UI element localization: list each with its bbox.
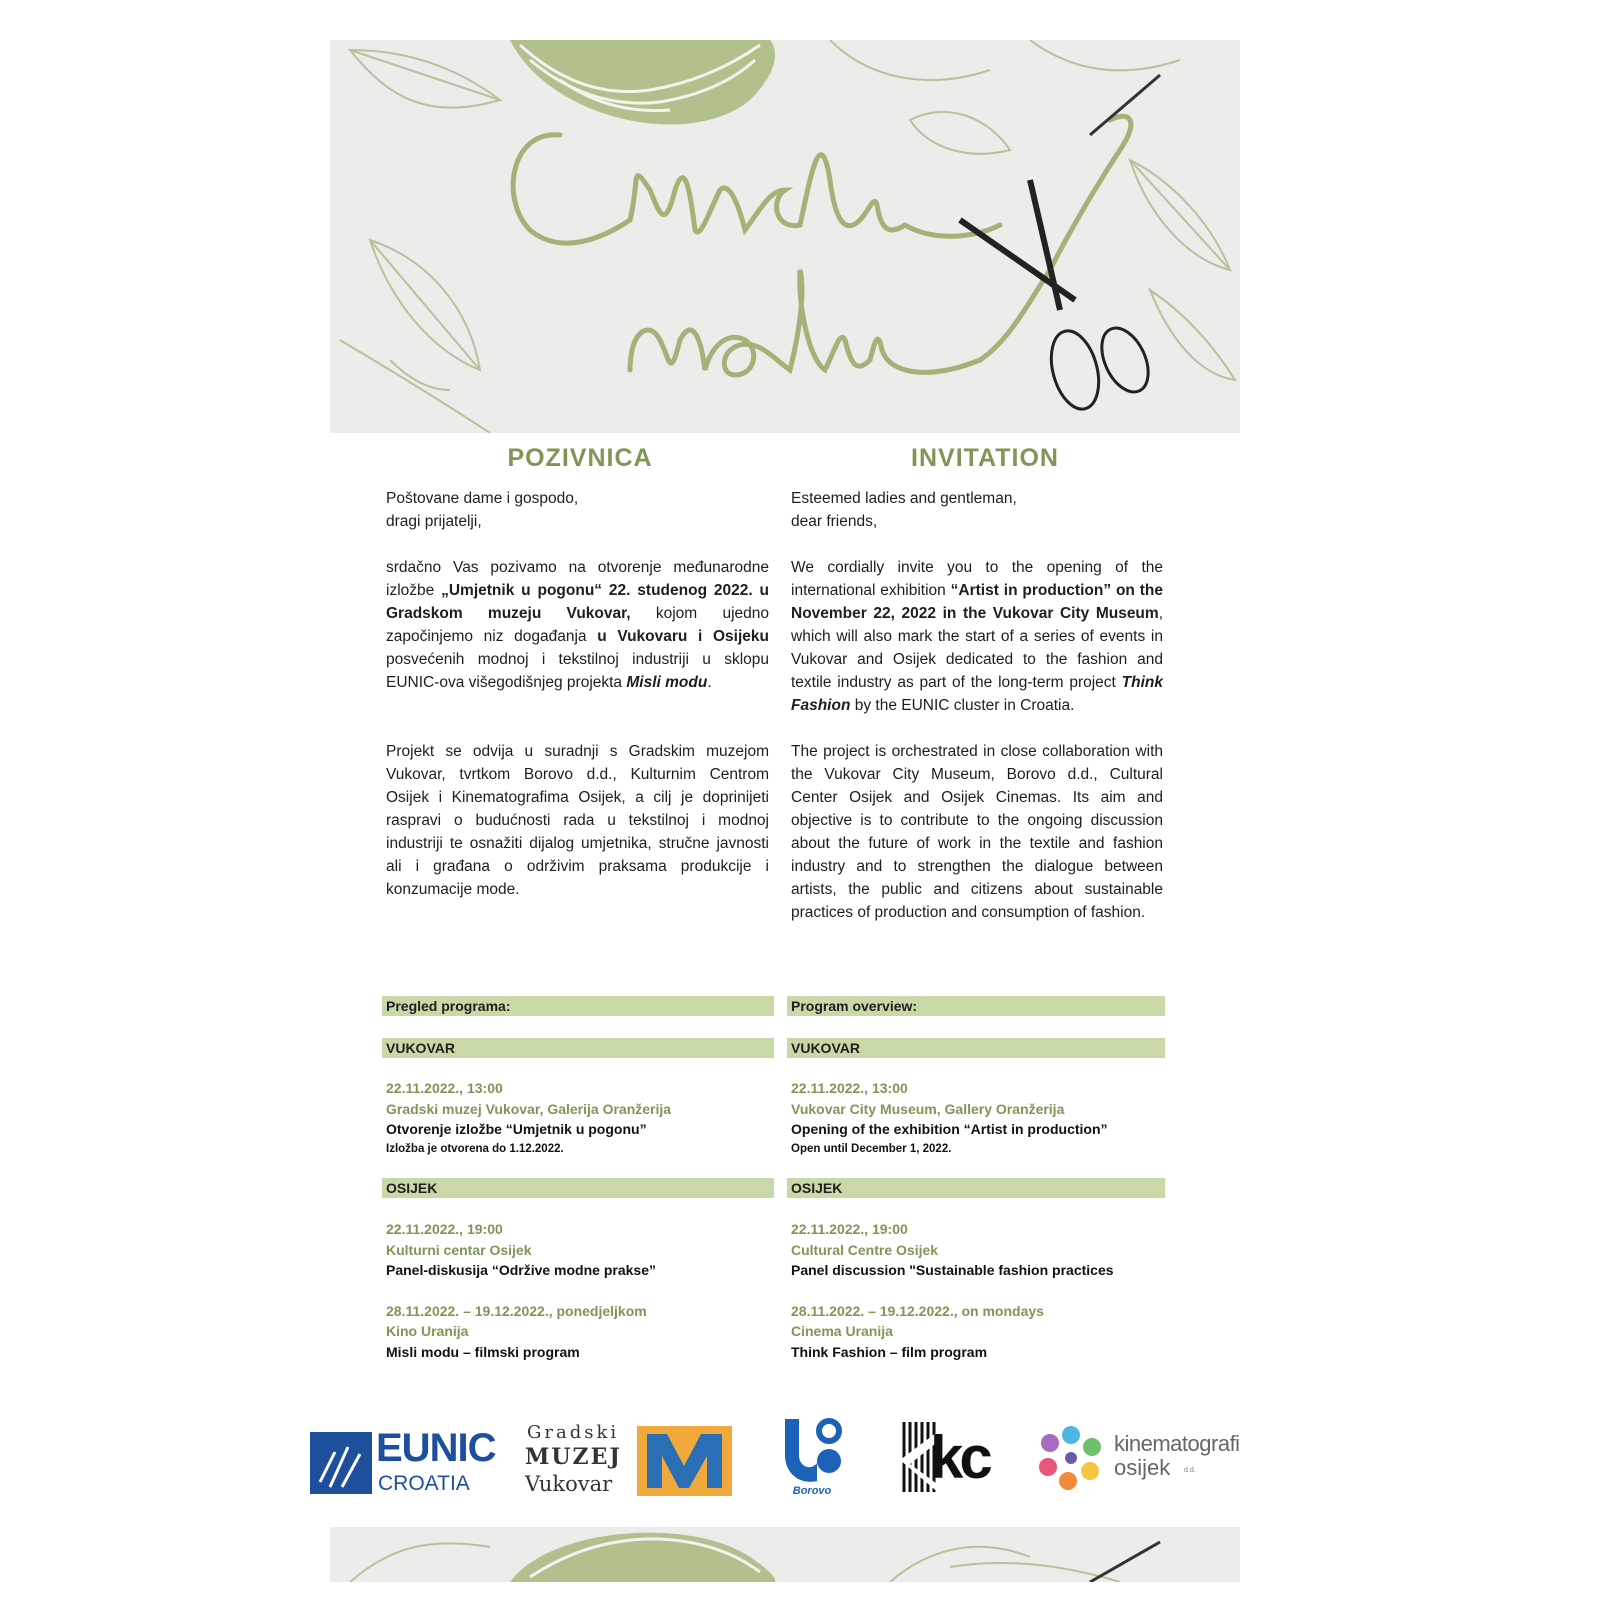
eunic-emblem-icon bbox=[310, 1432, 372, 1494]
event-title: Misli modu – filmski program bbox=[386, 1343, 580, 1360]
program-osijek-en bbox=[791, 1219, 1171, 1362]
event-date: 22.11.2022., 19:00 bbox=[791, 1221, 908, 1237]
event-place: Cinema Uranija bbox=[791, 1323, 893, 1339]
event-title: Panel-diskusija “Održive modne prakse” bbox=[386, 1262, 656, 1278]
city-bar-vukovar: VUKOVAR bbox=[787, 1038, 1165, 1058]
eunic-subtitle: CROATIA bbox=[378, 1472, 470, 1495]
english-column bbox=[791, 487, 1163, 924]
gradski-muzej-logo bbox=[525, 1422, 735, 1498]
kinematografi-osijek-logo bbox=[1038, 1425, 1258, 1495]
greeting-line: Esteemed ladies and gentleman, bbox=[791, 490, 1017, 507]
muzej-m-icon bbox=[637, 1426, 732, 1496]
event-note: Izložba je otvorena do 1.12.2022. bbox=[386, 1142, 564, 1155]
city-bar-osijek: OSIJEK bbox=[787, 1178, 1165, 1198]
eunic-wordmark: EUNIC bbox=[376, 1426, 496, 1470]
kino-wordmark-line-2: osijek bbox=[1114, 1455, 1171, 1480]
event-place: Cultural Centre Osijek bbox=[791, 1241, 939, 1258]
kino-wordmark-line-1: kinematografi bbox=[1114, 1431, 1240, 1456]
banner-illustration bbox=[330, 40, 1240, 433]
greeting-line: dear friends, bbox=[791, 513, 878, 530]
heading-croatian: POZIVNICA bbox=[507, 444, 653, 472]
event-date: 28.11.2022. – 19.12.2022., on mondays bbox=[791, 1302, 1044, 1319]
greeting-line: dragi prijatelji, bbox=[386, 513, 482, 530]
eunic-logo bbox=[310, 1426, 505, 1496]
program-vukovar-hr bbox=[386, 1078, 776, 1158]
event-place: Kino Uranija bbox=[386, 1323, 469, 1339]
event-date: 28.11.2022. – 19.12.2022., ponedjeljkom bbox=[386, 1302, 647, 1319]
borovo-logo bbox=[777, 1415, 847, 1501]
program-osijek-hr bbox=[386, 1219, 776, 1362]
kino-petals-icon bbox=[1038, 1425, 1104, 1491]
project-paragraph: Projekt se odvija u suradnji s Gradskim muzejom Vukovar, tvrtkom Borovo d.d., Kulturnim Centrom Osijek i Kinematografima Osijek, a cilj je doprinijeti raspravi o budućnosti rada u tekstilnoj i modnoj industriji te osnažiti dijalog umjetnika, stručne javnosti ali i građana o održivim praksama produkcije i konzumacije mode. bbox=[386, 743, 769, 898]
event-title: Otvorenje izložbe “Umjetnik u pogonu” bbox=[386, 1121, 647, 1137]
kc-logo bbox=[900, 1420, 1005, 1498]
event-place: Gradski muzej Vukovar, Galerija Oranžerija bbox=[386, 1100, 672, 1117]
program-vukovar-en bbox=[791, 1078, 1171, 1158]
muzej-line-3: Vukovar bbox=[525, 1472, 613, 1496]
muzej-line-2: MUZEJ bbox=[525, 1444, 622, 1470]
invitation-paragraph: We cordially invite you to the opening of the international exhibition “Artist in production” on the November 22, 2022 in the Vukovar City Museum, which will also mark the start of a series of events in Vukovar and Osijek dedicated to the fashion and textile industry as part of the long-term project Think Fashion by the EUNIC cluster in Croatia. bbox=[791, 559, 1163, 714]
city-bar-vukovar: VUKOVAR bbox=[382, 1038, 774, 1058]
event-date: 22.11.2022., 13:00 bbox=[386, 1080, 503, 1096]
croatian-column bbox=[386, 487, 769, 901]
program-title-bar: Pregled programa: bbox=[382, 996, 774, 1016]
borovo-wordmark: Borovo bbox=[792, 1485, 832, 1497]
city-bar-osijek: OSIJEK bbox=[382, 1178, 774, 1198]
header-banner bbox=[330, 40, 1240, 433]
invitation-paragraph: srdačno Vas pozivamo na otvorenje međunarodne izložbe „Umjetnik u pogonu“ 22. studenog 2022. u Gradskom muzeju Vukovar, kojom ujedno započinjemo niz događanja u Vukovaru i Osijeku posvećenih modnoj i tekstilnoj industriji u sklopu EUNIC-ova višegodišnjeg projekta Misli modu. bbox=[386, 559, 769, 691]
program-title-bar: Program overview: bbox=[787, 996, 1165, 1016]
borovo-mark-icon bbox=[777, 1415, 847, 1485]
event-date: 22.11.2022., 13:00 bbox=[791, 1080, 908, 1096]
event-place: Kulturni centar Osijek bbox=[386, 1241, 532, 1258]
muzej-line-1: Gradski bbox=[527, 1422, 620, 1443]
kino-legal-suffix: d.d. bbox=[1184, 1467, 1196, 1474]
event-title: Opening of the exhibition “Artist in production” bbox=[791, 1121, 1108, 1137]
kc-wordmark: kc bbox=[930, 1424, 989, 1491]
project-paragraph: The project is orchestrated in close collaboration with the Vukovar City Museum, Borovo d.d., Cultural Center Osijek and Osijek Cinemas. Its aim and objective is to contribute to the ongoing discussion about the future of work in the textile and fashion industry and to strengthen the dialogue between artists, the public and citizens about sustainable practices of production and consumption of fashion. bbox=[791, 743, 1163, 921]
event-date: 22.11.2022., 19:00 bbox=[386, 1221, 503, 1237]
greeting-line: Poštovane dame i gospodo, bbox=[386, 490, 579, 507]
event-place: Vukovar City Museum, Gallery Oranžerija bbox=[791, 1100, 1065, 1117]
event-title: Panel discussion "Sustainable fashion practices bbox=[791, 1262, 1114, 1278]
footer-illustration bbox=[330, 1527, 1240, 1582]
footer-banner bbox=[330, 1527, 1240, 1582]
event-note: Open until December 1, 2022. bbox=[791, 1142, 952, 1155]
heading-english: INVITATION bbox=[911, 444, 1059, 472]
event-title: Think Fashion – film program bbox=[791, 1343, 988, 1360]
